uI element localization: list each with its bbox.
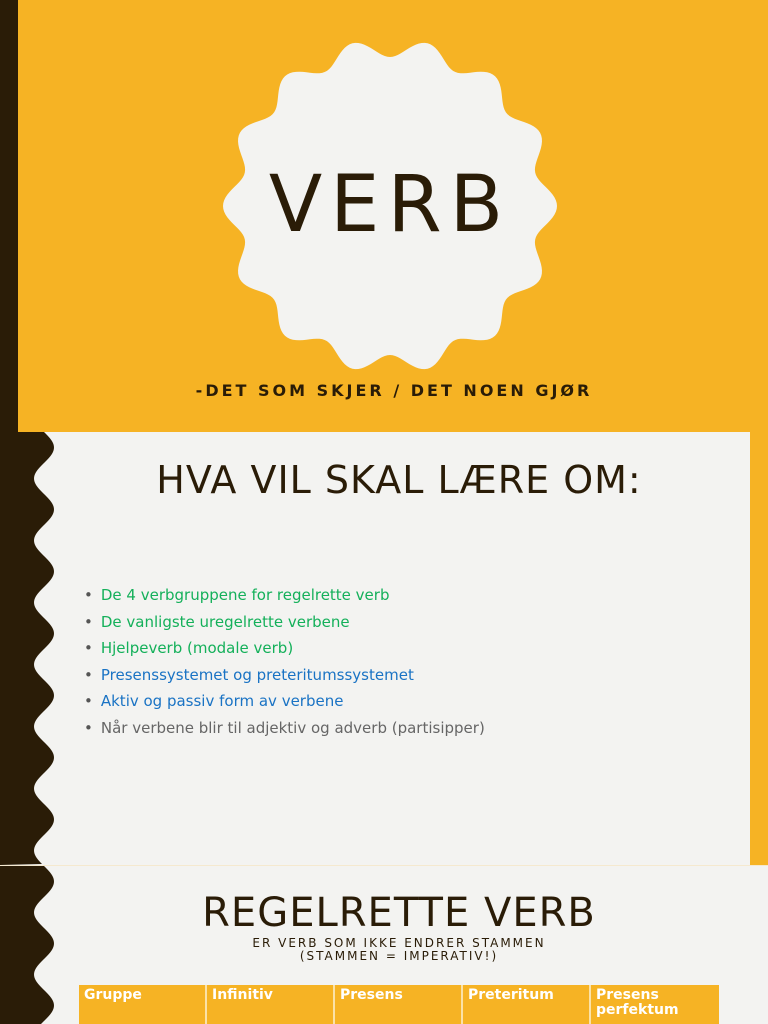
regular-verbs-slide [0, 866, 768, 1024]
bullet-text: Aktiv og passiv form av verbene [100, 692, 344, 711]
goals-slide [0, 432, 768, 865]
bullet-text: Hjelpeverb (modale verb) [100, 639, 294, 658]
slide-subheading [40, 937, 758, 963]
verb-table-header [79, 985, 719, 1024]
list-item: • Aktiv og passiv form av verbene [84, 692, 344, 711]
table-header-cell: Gruppe [79, 985, 207, 1024]
slide-subtitle: -DET SOM SKJER / DET NOEN GJØR [195, 381, 593, 400]
slide-title: VERB [268, 160, 512, 250]
bullet-text: De vanligste uregelrette verbene [100, 612, 350, 631]
table-header-cell: Presens perfektum [591, 985, 719, 1024]
list-item: • Når verbene blir til adjektiv og adverb (partisipper) [84, 718, 485, 737]
subheading-line: ER VERB SOM IKKE ENDRER STAMMEN [252, 936, 546, 950]
table-header-cell: Presens [335, 985, 463, 1024]
list-item: • De vanligste uregelrette verbene [84, 612, 350, 631]
slide-heading: HVA VIL SKAL LÆRE OM: [156, 458, 642, 502]
table-header-cell: Infinitiv [207, 985, 335, 1024]
bullet-text: Når verbene blir til adjektiv og adverb (partisipper) [100, 718, 485, 737]
table-header-cell: Preteritum [463, 985, 591, 1024]
bullet-text: Presenssystemet og preteritumssystemet [100, 665, 414, 684]
list-item: • Presenssystemet og preteritumssystemet [84, 665, 414, 684]
list-item: • De 4 verbgruppene for regelrette verb [84, 586, 390, 604]
subheading-line: (STAMMEN = IMPERATIV!) [299, 949, 499, 963]
slide-heading: REGELRETTE VERB [202, 890, 596, 936]
title-slide [0, 0, 768, 432]
list-item: • Hjelpeverb (modale verb) [84, 639, 294, 658]
slide-left-bar [0, 0, 18, 432]
bullet-list [84, 582, 485, 742]
bullet-text: De 4 verbgruppene for regelrette verb [100, 586, 390, 604]
